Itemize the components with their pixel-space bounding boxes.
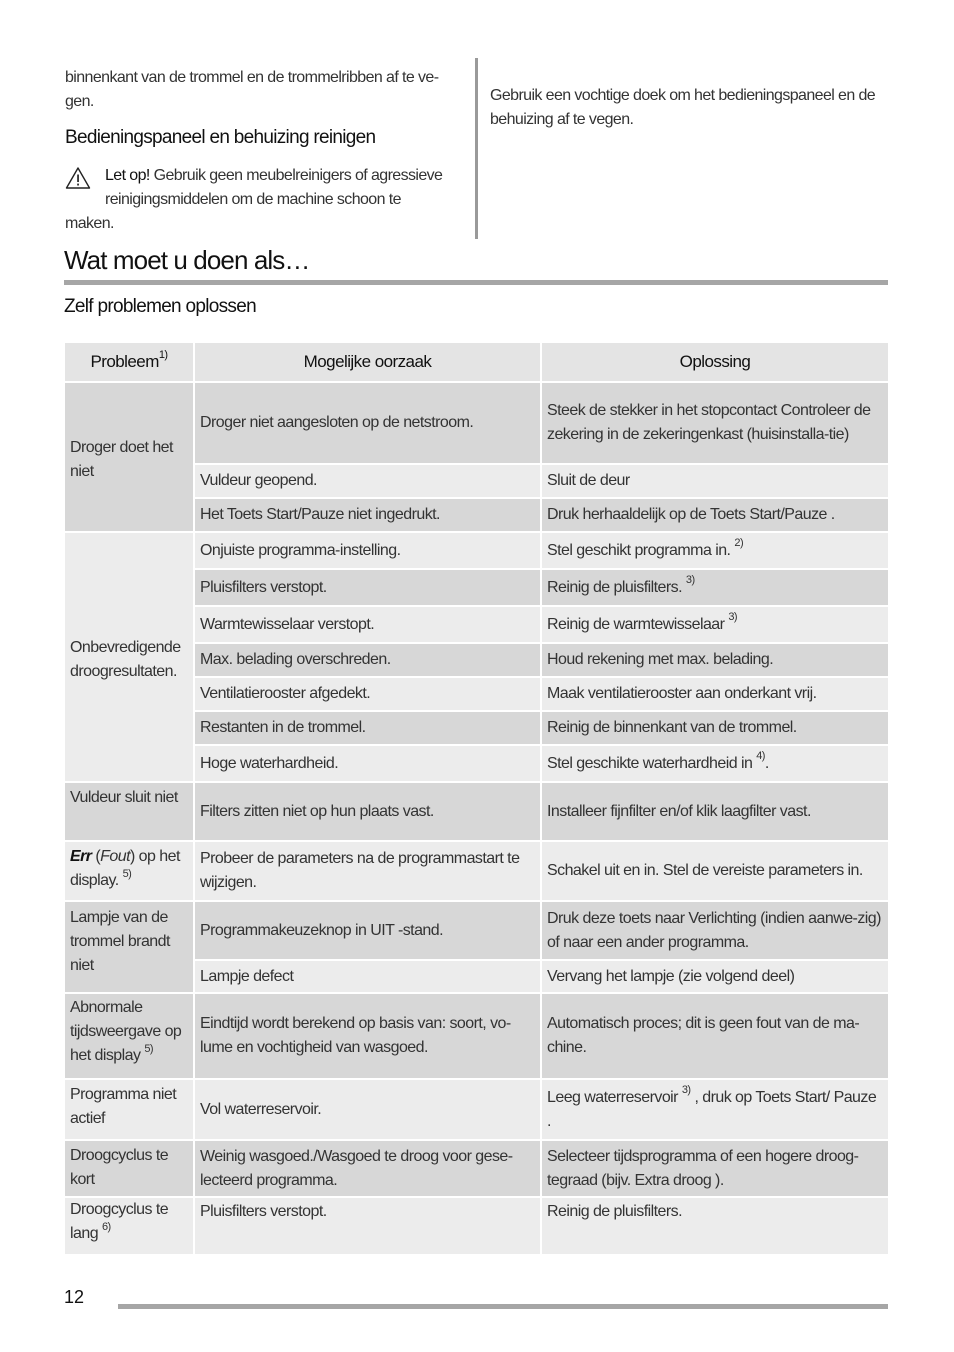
table-row xyxy=(64,1079,889,1140)
cause-cell: Pluisfilters verstopt. xyxy=(194,569,541,606)
solution-cell: Leeg waterreservoir $^{3)}$ , druk op Toets Start/ Pauze . xyxy=(541,1079,889,1140)
cause-cell: Filters zitten niet op hun plaats vast. xyxy=(194,782,541,841)
table-row xyxy=(64,532,889,569)
section-heading: Wat moet u doen als… xyxy=(64,245,310,275)
table-row xyxy=(64,841,889,901)
table-row xyxy=(64,993,889,1079)
solution-cell: Reinig de pluisfilters. xyxy=(541,1197,889,1255)
solution-cell: Reinig de pluisfilters. $^{3)}$ xyxy=(541,569,889,606)
warning-text-1: Gebruik geen meubelreinigers of agressieve xyxy=(153,167,443,184)
right-text-2: behuizing af te vegen. xyxy=(490,111,634,128)
header-problem: Probleem$^{1)}$ xyxy=(64,342,194,382)
cause-cell: Het Toets Start/Pauze niet ingedrukt. xyxy=(194,498,541,532)
cause-cell: Droger niet aangesloten op de netstroom. xyxy=(194,382,541,464)
cleaning-subheading: Bedieningspaneel en behuizing reinigen xyxy=(65,127,376,148)
heading-rule xyxy=(64,280,888,285)
solution-cell: Automatisch proces; dit is geen fout van de ma-chine. xyxy=(541,993,889,1079)
warning-note xyxy=(65,164,460,212)
page-number: 12 xyxy=(64,1287,85,1307)
problem-cell: Droogcyclus te lang $^{6)}$ xyxy=(64,1197,194,1255)
table-row xyxy=(64,1197,889,1255)
solution-cell: Installeer fijnfilter en/of klik laagfilter vast. xyxy=(541,782,889,841)
cause-cell: Restanten in de trommel. xyxy=(194,711,541,745)
problem-cell: Vuldeur sluit niet xyxy=(64,782,194,841)
left-column xyxy=(65,66,460,236)
right-text-1: Gebruik een vochtige doek om het bedieningspaneel en de xyxy=(490,87,876,104)
table-row xyxy=(64,1140,889,1197)
warning-triangle-icon xyxy=(65,166,91,190)
solution-cell: Houd rekening met max. belading. xyxy=(541,643,889,677)
cause-cell: Programmakeuzeknop in UIT -stand. xyxy=(194,901,541,960)
solution-cell: Druk deze toets naar Verlichting (indien aanwe-zig) of naar een ander programma. xyxy=(541,901,889,960)
table-row xyxy=(64,782,889,841)
table-row xyxy=(64,382,889,464)
solution-cell: Selecteer tijdsprogramma of een hogere droog-tegraad (bijv. Extra droog ). xyxy=(541,1140,889,1197)
solution-cell: Maak ventilatierooster aan onderkant vrij. xyxy=(541,677,889,711)
solution-cell: Reinig de binnenkant van de trommel. xyxy=(541,711,889,745)
cause-cell: Vuldeur geopend. xyxy=(194,464,541,498)
cause-cell: Lampje defect xyxy=(194,960,541,993)
warning-text-2: reinigingsmiddelen om de machine schoon te xyxy=(105,191,401,208)
solution-cell: Sluit de deur xyxy=(541,464,889,498)
cause-cell: Pluisfilters verstopt. xyxy=(194,1197,541,1255)
problem-cell: Err (Fout) op het display. $^{5)}$ xyxy=(64,841,194,901)
warning-label: Let op! xyxy=(105,167,150,184)
solution-cell: Druk herhaaldelijk op de Toets Start/Pauze . xyxy=(541,498,889,532)
solution-cell: Steek de stekker in het stopcontact Controleer de zekering in de zekeringenkast (huisinstalla-tie) xyxy=(541,382,889,464)
problem-cell: Droger doet het niet xyxy=(64,382,194,532)
solution-cell: Reinig de warmtewisselaar $^{3)}$ xyxy=(541,606,889,643)
header-solution: Oplossing xyxy=(541,342,889,382)
solution-cell: Stel geschikte waterhardheid in $^{4)}$. xyxy=(541,745,889,782)
cause-cell: Hoge waterhardheid. xyxy=(194,745,541,782)
intro-line-1: binnenkant van de trommel en de trommelribben af te ve- xyxy=(65,69,439,86)
footer-rule xyxy=(118,1304,888,1309)
solution-cell: Schakel uit en in. Stel de vereiste parameters in. xyxy=(541,841,889,901)
cause-cell: Vol waterreservoir. xyxy=(194,1079,541,1140)
problem-cell: Onbevredigende droogresultaten. xyxy=(64,532,194,782)
problem-cell: Abnormale tijdsweergave op het display $^{5)}$ xyxy=(64,993,194,1079)
intro-line-2: gen. xyxy=(65,93,94,110)
cause-cell: Max. belading overschreden. xyxy=(194,643,541,677)
cause-cell: Weinig wasgoed./Wasgoed te droog voor gese-lecteerd programma. xyxy=(194,1140,541,1197)
problem-cell: Lampje van de trommel brandt niet xyxy=(64,901,194,993)
troubleshooting-table xyxy=(63,341,890,1256)
cause-cell: Warmtewisselaar verstopt. xyxy=(194,606,541,643)
table-header-row xyxy=(64,342,889,382)
warning-text-3: maken. xyxy=(65,215,114,232)
cause-cell: Eindtijd wordt berekend op basis van: soort, vo-lume en vochtigheid van wasgoed. xyxy=(194,993,541,1079)
header-cause: Mogelijke oorzaak xyxy=(194,342,541,382)
solution-cell: Stel geschikt programma in. $^{2)}$ xyxy=(541,532,889,569)
cause-cell: Probeer de parameters na de programmastart te wijzigen. xyxy=(194,841,541,901)
table-row xyxy=(64,901,889,960)
cause-cell: Onjuiste programma-instelling. xyxy=(194,532,541,569)
section-subheading: Zelf problemen oplossen xyxy=(64,296,256,317)
cause-cell: Ventilatierooster afgedekt. xyxy=(194,677,541,711)
problem-cell: Programma niet actief xyxy=(64,1079,194,1140)
right-column xyxy=(490,84,890,132)
error-code: Err xyxy=(70,848,92,865)
problem-cell: Droogcyclus te kort xyxy=(64,1140,194,1197)
solution-cell: Vervang het lampje (zie volgend deel) xyxy=(541,960,889,993)
column-divider xyxy=(475,58,478,239)
